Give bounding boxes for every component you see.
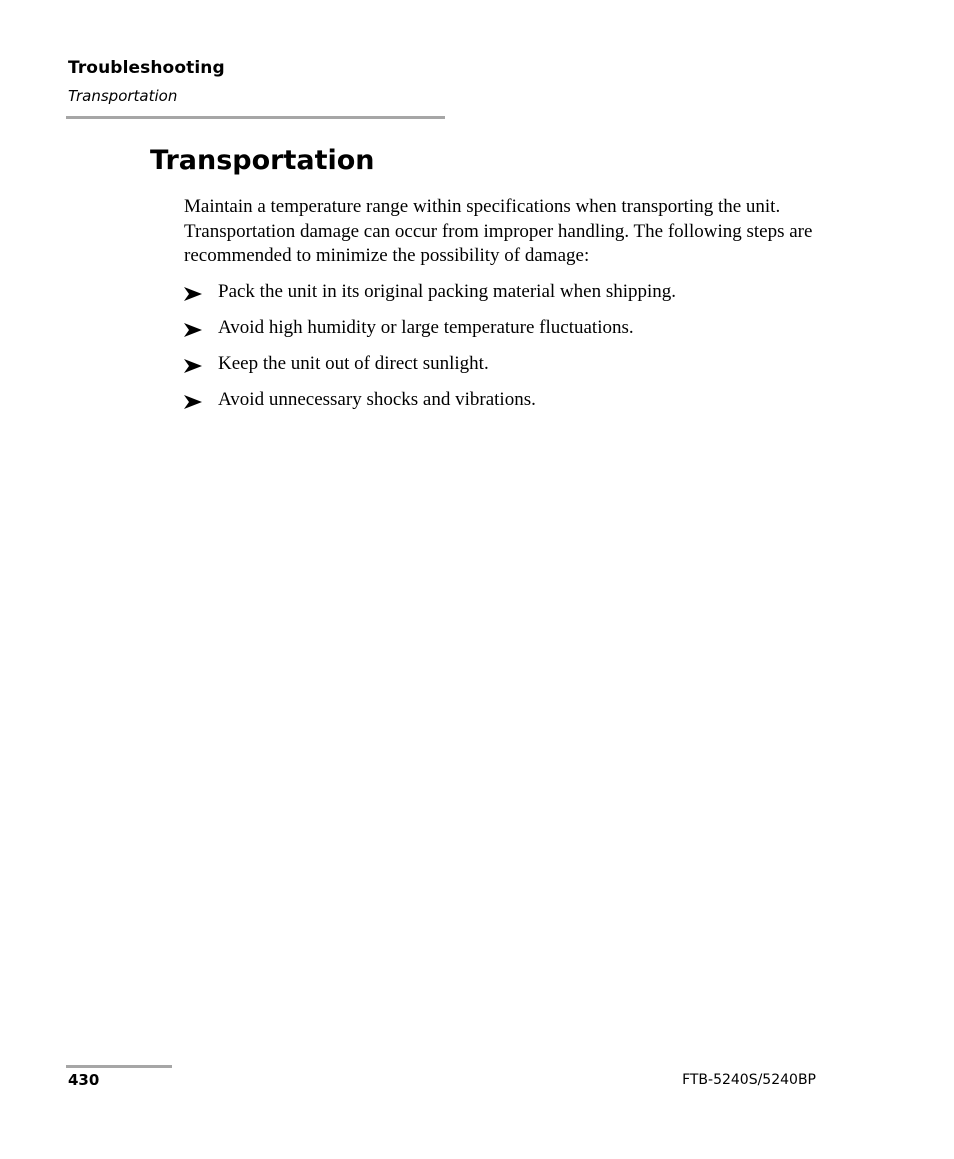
footer-rule <box>66 1065 172 1068</box>
bullet-list <box>184 280 834 424</box>
list-item <box>184 280 834 316</box>
header-rule <box>66 116 445 119</box>
list-item-text: Avoid high humidity or large temperature fluctuations. <box>218 317 634 338</box>
section-title: Transportation <box>68 87 178 105</box>
list-item-text: Avoid unnecessary shocks and vibrations. <box>218 389 536 410</box>
list-item <box>184 316 834 352</box>
arrowhead-bullet-icon <box>184 395 202 409</box>
list-item-text: Pack the unit in its original packing material when shipping. <box>218 281 677 302</box>
list-item <box>184 388 834 424</box>
list-item <box>184 352 834 388</box>
product-name: FTB-5240S/5240BP <box>682 1072 816 1088</box>
intro-paragraph: Maintain a temperature range within specifications when transporting the unit. Transportation damage can occur from improper handling. The following steps are recommended to minimize the possibility of damage: <box>184 196 813 266</box>
page-number: 430 <box>68 1071 100 1089</box>
list-item-text: Keep the unit out of direct sunlight. <box>218 353 489 374</box>
arrowhead-bullet-icon <box>184 287 202 301</box>
page-title: Transportation <box>150 145 375 176</box>
running-header <box>68 57 225 106</box>
chapter-title: Troubleshooting <box>68 58 225 78</box>
arrowhead-bullet-icon <box>184 359 202 373</box>
arrowhead-bullet-icon <box>184 323 202 337</box>
